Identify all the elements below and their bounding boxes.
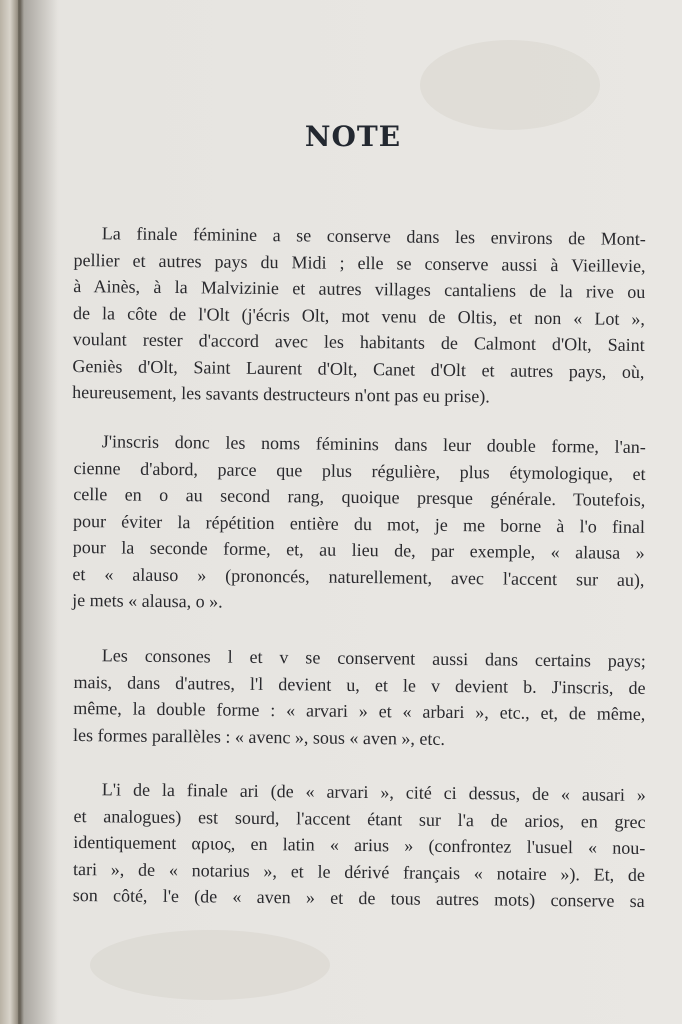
text-line: les formes parallèles : « avenc », sous « aven », etc. bbox=[72, 724, 445, 749]
paragraph-1 bbox=[72, 220, 646, 411]
text-line: cienne d'abord, parce que plus régulière, plus étymologique, et bbox=[73, 457, 646, 484]
text-line: pour éviter la répétition entière du mot, je me borne à l'o final bbox=[72, 510, 646, 537]
text-line: celle en o au second rang, quoique presque générale. Toutefois, bbox=[73, 483, 646, 510]
text-line: et « alauso » (prononcés, naturellement, avec l'accent sur au), bbox=[72, 563, 645, 590]
text-line: pellier et autres pays du Midi ; elle se conserve aussi à Vieillevie, bbox=[73, 249, 646, 276]
text-line: heureusement, les savants destructeurs n'ont pas eu prise). bbox=[72, 381, 490, 407]
document-page bbox=[24, 0, 682, 1024]
text-line: et analogues) est sourd, l'accent étant sur l'a de arios, en grec bbox=[73, 805, 646, 832]
text-line: identiquement αριος, en latin « arius » (confrontez l'usuel « nou- bbox=[73, 831, 646, 858]
text-line: L'i de la finale ari (de « arvari », cité ci dessus, de « ausari » bbox=[101, 779, 646, 805]
text-line: tari », de « notarius », et le dérivé français « notaire »). Et, de bbox=[72, 858, 646, 885]
text-line: à Ainès, à la Malvizinie et autres villages cantaliens de la rive ou bbox=[73, 275, 646, 302]
paragraph-3 bbox=[73, 642, 646, 754]
text-line: mais, dans d'autres, l'l devient u, et le v devient b. J'inscris, de bbox=[73, 671, 646, 698]
text-line: La finale féminine a se conserve dans les environs de Mont- bbox=[101, 223, 646, 249]
text-line: même, la double forme : « arvari » et « arbari », etc., et, de même, bbox=[73, 697, 646, 724]
paragraph-4 bbox=[73, 776, 646, 914]
text-line: pour la seconde forme, et, au lieu de, par exemple, « alausa » bbox=[72, 536, 645, 563]
text-line: voulant rester d'accord avec les habitants de Calmont d'Olt, Saint bbox=[72, 328, 645, 355]
paragraph-2 bbox=[72, 428, 646, 619]
page-title: NOTE bbox=[304, 120, 402, 153]
text-line: J'inscris donc les noms féminins dans leur double forme, l'an- bbox=[101, 431, 646, 457]
text-line: Les consones l et v se conservent aussi dans certains pays; bbox=[101, 645, 646, 671]
text-line: je mets « alausa, o ». bbox=[72, 589, 223, 612]
text-line: de la côte de l'Olt (j'écris Olt, mot venu de Oltis, et non « Lot », bbox=[72, 302, 646, 329]
text-line: son côté, l'e (de « aven » et de tous autres mots) conserve sa bbox=[72, 884, 645, 911]
text-line: Geniès d'Olt, Saint Laurent d'Olt, Canet d'Olt et autres pays, où, bbox=[72, 355, 645, 382]
